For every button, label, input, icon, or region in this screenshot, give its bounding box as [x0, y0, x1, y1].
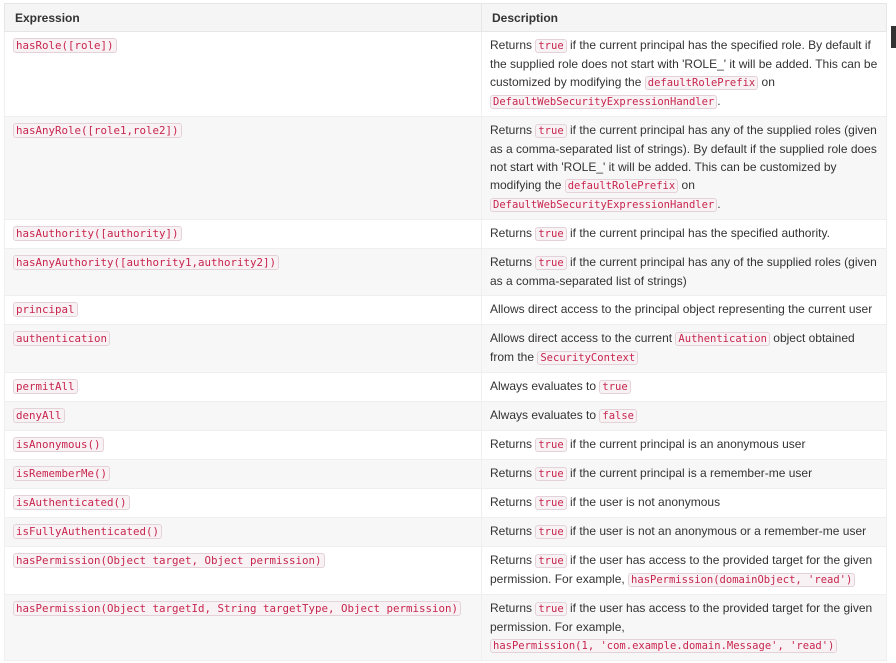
inline-code: DefaultWebSecurityExpressionHandler [490, 95, 717, 109]
inline-code: true [535, 467, 566, 481]
description-text: Returns [490, 524, 536, 538]
inline-code: true [535, 525, 566, 539]
description-cell [482, 296, 887, 325]
expression-cell [5, 402, 482, 431]
inline-code: true [599, 380, 630, 394]
description-text: Always evaluates to [490, 379, 600, 393]
description-text: if the current principal has the specified authority. [566, 226, 830, 240]
expression-code: isRememberMe() [13, 466, 110, 481]
expression-code: isFullyAuthenticated() [13, 524, 162, 539]
table-row [5, 325, 887, 373]
scrollbar-edge[interactable] [891, 26, 896, 48]
table-row [5, 296, 887, 325]
description-text: if the current principal has the specified role. By default if the supplied role does not start with 'ROLE_' it will be added. This can be customized by modifying the [490, 38, 878, 89]
description-text: if the user is not an anonymous or a remember-me user [566, 524, 867, 538]
description-cell [482, 460, 887, 489]
description-text: Returns [490, 553, 536, 567]
expression-code: principal [13, 302, 78, 317]
expression-cell [5, 431, 482, 460]
inline-code: true [535, 227, 566, 241]
expression-cell [5, 547, 482, 595]
expression-code: hasPermission(Object targetId, String targetType, Object permission) [13, 601, 461, 616]
description-text: Returns [490, 255, 536, 269]
description-cell [482, 518, 887, 547]
expression-code: isAnonymous() [13, 437, 104, 452]
expression-code: hasAuthority([authority]) [13, 226, 182, 241]
table-body [5, 32, 887, 661]
table-row [5, 402, 887, 431]
description-cell [482, 249, 887, 296]
expression-cell [5, 518, 482, 547]
inline-code: defaultRolePrefix [645, 76, 758, 90]
description-cell [482, 220, 887, 249]
table-row [5, 460, 887, 489]
description-cell [482, 325, 887, 373]
inline-code: true [535, 438, 566, 452]
table-row [5, 518, 887, 547]
description-text: if the current principal is an anonymous user [566, 437, 806, 451]
description-cell [482, 489, 887, 518]
column-header-description: Description [482, 4, 887, 32]
expression-code: permitAll [13, 379, 78, 394]
description-text: Returns [490, 226, 536, 240]
description-cell [482, 547, 887, 595]
expression-cell [5, 249, 482, 296]
inline-code: DefaultWebSecurityExpressionHandler [490, 198, 717, 212]
inline-code: true [535, 256, 566, 270]
expression-cell [5, 373, 482, 402]
description-text: on [678, 178, 695, 192]
table-row [5, 595, 887, 661]
expression-table-container [4, 3, 886, 661]
expression-cell [5, 220, 482, 249]
description-text: Returns [490, 38, 536, 52]
table-row [5, 547, 887, 595]
expression-cell [5, 489, 482, 518]
table-row [5, 373, 887, 402]
description-text: if the user has access to the provided target for the given permission. For example, [490, 553, 873, 586]
description-text: Returns [490, 601, 536, 615]
inline-code: SecurityContext [537, 351, 638, 365]
inline-code: true [535, 496, 566, 510]
description-text: . [717, 197, 721, 211]
table-row [5, 249, 887, 296]
description-text: if the current principal has any of the supplied roles (given as a comma-separated list of strings). By default if the supplied role does not start with 'ROLE_' it will be added. This can be customized by modifying the [490, 123, 877, 192]
description-text: Returns [490, 466, 536, 480]
table-row [5, 220, 887, 249]
table-row [5, 489, 887, 518]
description-text: Always evaluates to [490, 408, 600, 422]
expression-cell [5, 32, 482, 117]
column-header-expression: Expression [5, 4, 482, 32]
expression-cell [5, 460, 482, 489]
expression-code: hasAnyAuthority([authority1,authority2]) [13, 255, 279, 270]
expression-code: hasAnyRole([role1,role2]) [13, 123, 182, 138]
description-text: . [717, 94, 721, 108]
expression-cell [5, 595, 482, 661]
description-cell [482, 373, 887, 402]
table-row [5, 117, 887, 220]
table-header-row [5, 4, 887, 32]
expression-code: hasPermission(Object target, Object permission) [13, 553, 325, 568]
description-cell [482, 117, 887, 220]
description-text: object obtained from the [490, 331, 855, 364]
inline-code: defaultRolePrefix [565, 179, 678, 193]
inline-code: Authentication [675, 332, 770, 346]
inline-code: true [535, 39, 566, 53]
description-text: on [758, 75, 775, 89]
description-cell [482, 32, 887, 117]
expression-cell [5, 325, 482, 373]
expression-code: denyAll [13, 408, 65, 423]
expression-cell [5, 296, 482, 325]
inline-code: false [599, 409, 637, 423]
description-text: Returns [490, 123, 536, 137]
expression-cell [5, 117, 482, 220]
description-cell [482, 431, 887, 460]
expression-code: hasRole([role]) [13, 38, 117, 53]
description-text: if the current principal has any of the supplied roles (given as a comma-separated list of strings) [490, 255, 877, 288]
expression-code: authentication [13, 331, 110, 346]
inline-code: true [535, 554, 566, 568]
expression-code: isAuthenticated() [13, 495, 130, 510]
description-text: if the user is not anonymous [566, 495, 721, 509]
description-text: if the current principal is a remember-me user [566, 466, 813, 480]
expression-table [4, 3, 887, 661]
description-cell [482, 402, 887, 431]
inline-code: true [535, 124, 566, 138]
description-text: Returns [490, 437, 536, 451]
description-text: Allows direct access to the principal object representing the current user [490, 302, 873, 316]
inline-code: hasPermission(domainObject, 'read') [628, 573, 855, 587]
description-text: if the user has access to the provided target for the given permission. For example, [490, 601, 873, 634]
table-row [5, 32, 887, 117]
inline-code: hasPermission(1, 'com.example.domain.Message', 'read') [490, 639, 837, 653]
description-cell [482, 595, 887, 661]
description-text: Allows direct access to the current [490, 331, 676, 345]
table-row [5, 431, 887, 460]
description-text: Returns [490, 495, 536, 509]
inline-code: true [535, 602, 566, 616]
